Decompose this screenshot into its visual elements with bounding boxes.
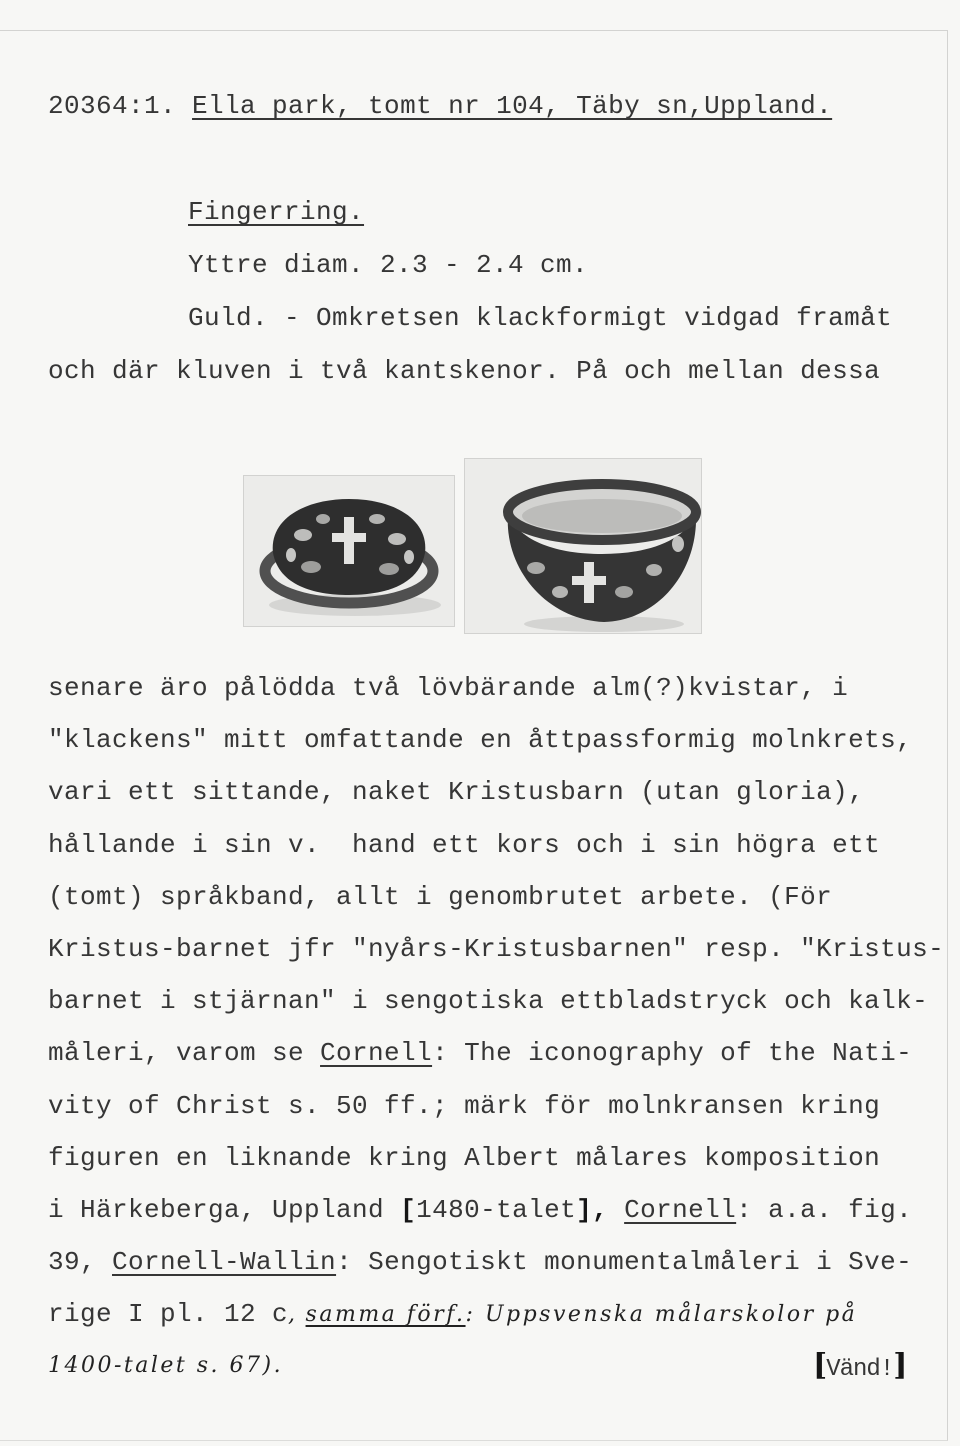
description-line [48, 345, 892, 398]
text-line [48, 871, 944, 923]
handwritten-comma: , [288, 1302, 298, 1328]
text-line [48, 1184, 944, 1236]
line-text: vity of Christ s. 50 ff.; märk för molnkransen kring [48, 1090, 881, 1121]
object-material: Guld. - Omkretsen klackformigt vidgad framåt [188, 303, 893, 333]
ring-inner-rim [522, 499, 682, 533]
line-text: "klackens" mitt omfattande en åttpassformig molnkrets, [48, 725, 913, 756]
line-text: (tomt) språkband, allt i genombrutet arbete. (För [48, 881, 833, 912]
openwork-spot [379, 563, 399, 575]
diameter-line [48, 239, 892, 292]
handwritten-reference: samma förf. [305, 1302, 466, 1328]
text-line [48, 662, 944, 714]
line-text: vari ett sittande, naket Kristusbarn (utan gloria), [48, 777, 865, 808]
openwork-spot [369, 514, 385, 524]
line-text: barnet i stjärnan" i sengotiska ettbladstryck och kalk- [48, 986, 929, 1017]
object-title-line [48, 186, 892, 239]
object-diameter: Yttre diam. 2.3 - 2.4 cm. [188, 250, 589, 280]
openwork-spot [404, 550, 414, 564]
handwritten-text: : Uppsvenska målarskolor på [465, 1302, 858, 1328]
openwork-spot [672, 536, 684, 552]
bracket-open: [ [400, 1194, 417, 1225]
openwork-spot [615, 586, 633, 598]
date-text: 1480-talet [416, 1194, 577, 1225]
reference-author: Cornell [624, 1194, 737, 1225]
openwork-spot [294, 529, 312, 541]
openwork-spot [646, 564, 662, 576]
find-site: Ella park, tomt nr 104, Täby sn,Uppland. [192, 91, 833, 121]
line-text: Kristus-barnet jfr "nyårs-Kristusbarnen" resp. "Kristus- [48, 933, 945, 964]
line-text: 39, [48, 1247, 113, 1278]
line-text: rige I pl. 12 c [48, 1299, 289, 1330]
bracket-close: ] [893, 1348, 907, 1384]
reference-author: Cornell [320, 1038, 433, 1069]
openwork-spot [388, 533, 406, 545]
text-line [48, 1027, 944, 1079]
description-text: och där kluven i två kantskenor. På och mellan dessa [48, 356, 881, 386]
text-line [48, 766, 944, 818]
line-text: senare äro pålödda två lövbärande alm(?)kvistar, i [48, 673, 849, 703]
line-text: : The iconography of the Nati- [432, 1038, 913, 1069]
text-line [48, 1236, 944, 1288]
text-line [48, 1080, 944, 1132]
line-text: måleri, varom se [48, 1038, 321, 1069]
line-text: i Härkeberga, Uppland [48, 1194, 401, 1225]
text-line [48, 714, 944, 766]
openwork-spot [286, 548, 296, 562]
bracket-open: [ [813, 1348, 827, 1384]
line-text: : a.a. fig. [736, 1194, 913, 1225]
text-line [48, 819, 944, 871]
line-text: : Sengotiskt monumentalmåleri i Sve- [336, 1247, 913, 1278]
ring-photo-side [464, 458, 702, 634]
text-line [48, 1132, 944, 1184]
catalog-heading-line [48, 80, 892, 133]
reference-author: Cornell-Wallin [112, 1247, 337, 1278]
openwork-spot [316, 514, 330, 524]
card-header-block [48, 80, 892, 398]
catalog-number: 20364:1. [48, 91, 177, 121]
text-line [48, 975, 944, 1027]
ring-photo-front [243, 475, 455, 627]
text-line [48, 923, 944, 975]
bracket-close: ], [576, 1194, 609, 1225]
line-text: hållande i sin v. hand ett kors och i sin högra ett [48, 829, 881, 860]
turn-over-note [813, 1340, 906, 1396]
text-line [48, 1288, 944, 1340]
description-block [48, 662, 944, 1393]
handwritten-text: 1400-talet s. 67). [48, 1353, 284, 1379]
text-line [48, 1340, 944, 1392]
object-name: Fingerring. [188, 197, 365, 227]
openwork-spot [552, 586, 568, 598]
line-text: figuren en liknande kring Albert målares komposition [48, 1142, 881, 1173]
blank-line [48, 133, 892, 186]
openwork-spot [527, 562, 545, 574]
material-line [48, 292, 892, 345]
turn-over-word: Vänd! [826, 1356, 894, 1384]
openwork-spot [301, 561, 321, 573]
